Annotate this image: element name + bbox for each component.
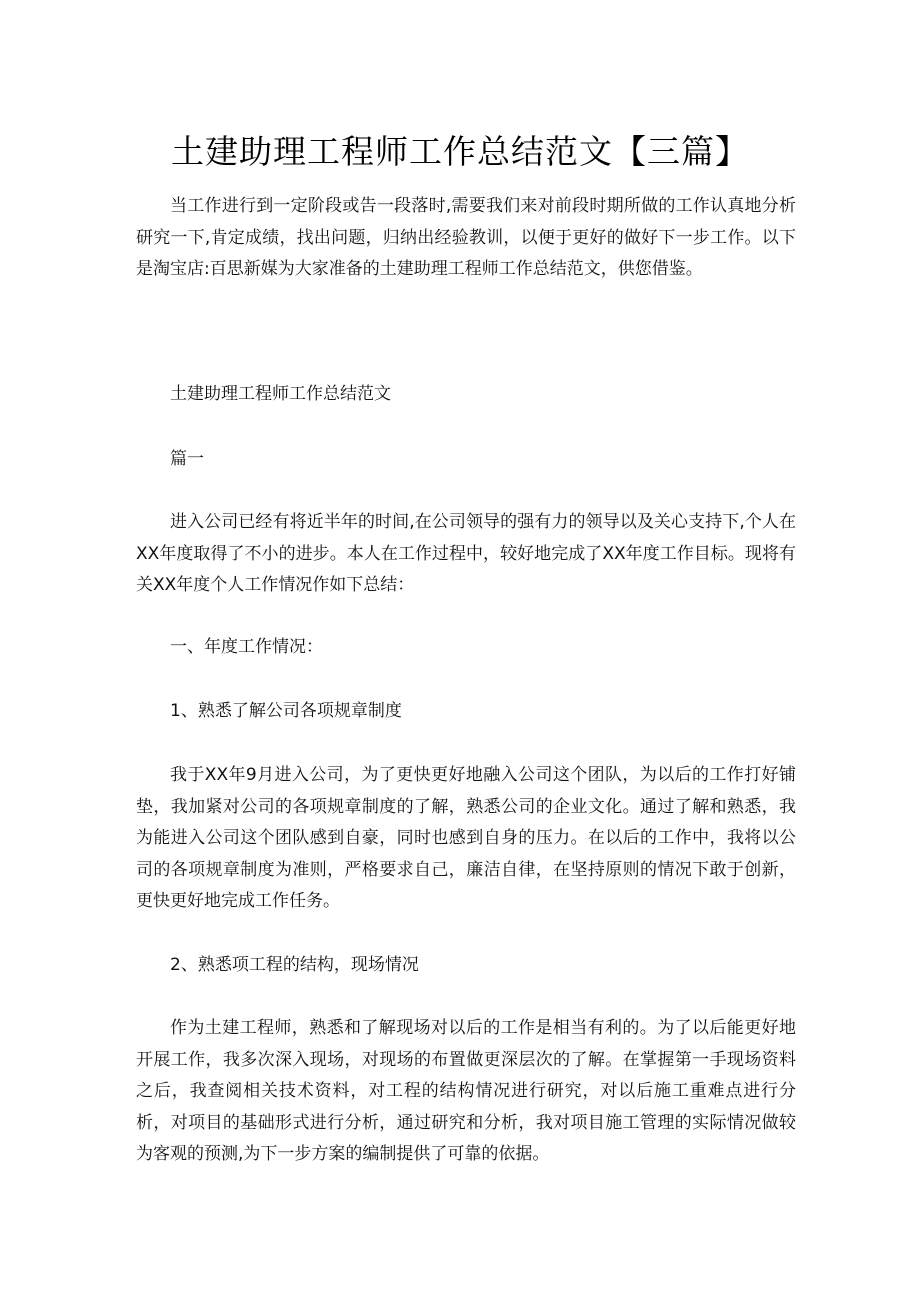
item2-heading: 2、熟悉项工程的结构，现场情况 xyxy=(170,955,419,975)
subtitle: 土建助理工程师工作总结范文 xyxy=(170,384,391,404)
item2-body-paragraph: 作为土建工程师，熟悉和了解现场对以后的工作是相当有利的。为了以后能更好地开展工作，我多次深入现场，对现场的布置做更深层次的了解。在掌握第一手现场资料之后，我查阅相关技术资料，对工程的结构情况进行研究，对以后施工重难点进行分析，对项目的基础形式进行分析，通过研究和分析，我对项目施工管理的实际情况做较为客观的预测,为下一步方案的编制提供了可靠的依据。 xyxy=(136,1018,796,1164)
item1-body-paragraph: 我于XX年9月进入公司，为了更快更好地融入公司这个团队，为以后的工作打好铺垫，我加紧对公司的各项规章制度的了解，熟悉公司的企业文化。通过了解和熟悉，我为能进入公司这个团队感到自豪，同时也感到自身的压力。在以后的工作中，我将以公司的各项规章制度为准则，严格要求自己，廉洁自律，在坚持原则的情况下敢于创新，更快更好地完成工作任务。 xyxy=(136,765,796,911)
section-heading: 一、年度工作情况： xyxy=(170,637,323,657)
item1-heading: 1、熟悉了解公司各项规章制度 xyxy=(170,701,402,721)
part-label: 篇一 xyxy=(170,449,204,469)
document-title: 土建助理工程师工作总结范文【三篇】 xyxy=(171,132,749,171)
intro-paragraph: 当工作进行到一定阶段或告一段落时,需要我们来对前段时期所做的工作认真地分析研究一下,肯定成绩，找出问题，归纳出经验教训，以便于更好的做好下一步工作。以下是淘宝店:百思新媒为大家准备的土建助理工程师工作总结范文，供您借鉴。 xyxy=(136,196,796,279)
opening-paragraph: 进入公司已经有将近半年的时间,在公司领导的强有力的领导以及关心支持下,个人在XX年度取得了不小的进步。本人在工作过程中，较好地完成了XX年度工作目标。现将有关XX年度个人工作情况作如下总结： xyxy=(136,512,796,595)
